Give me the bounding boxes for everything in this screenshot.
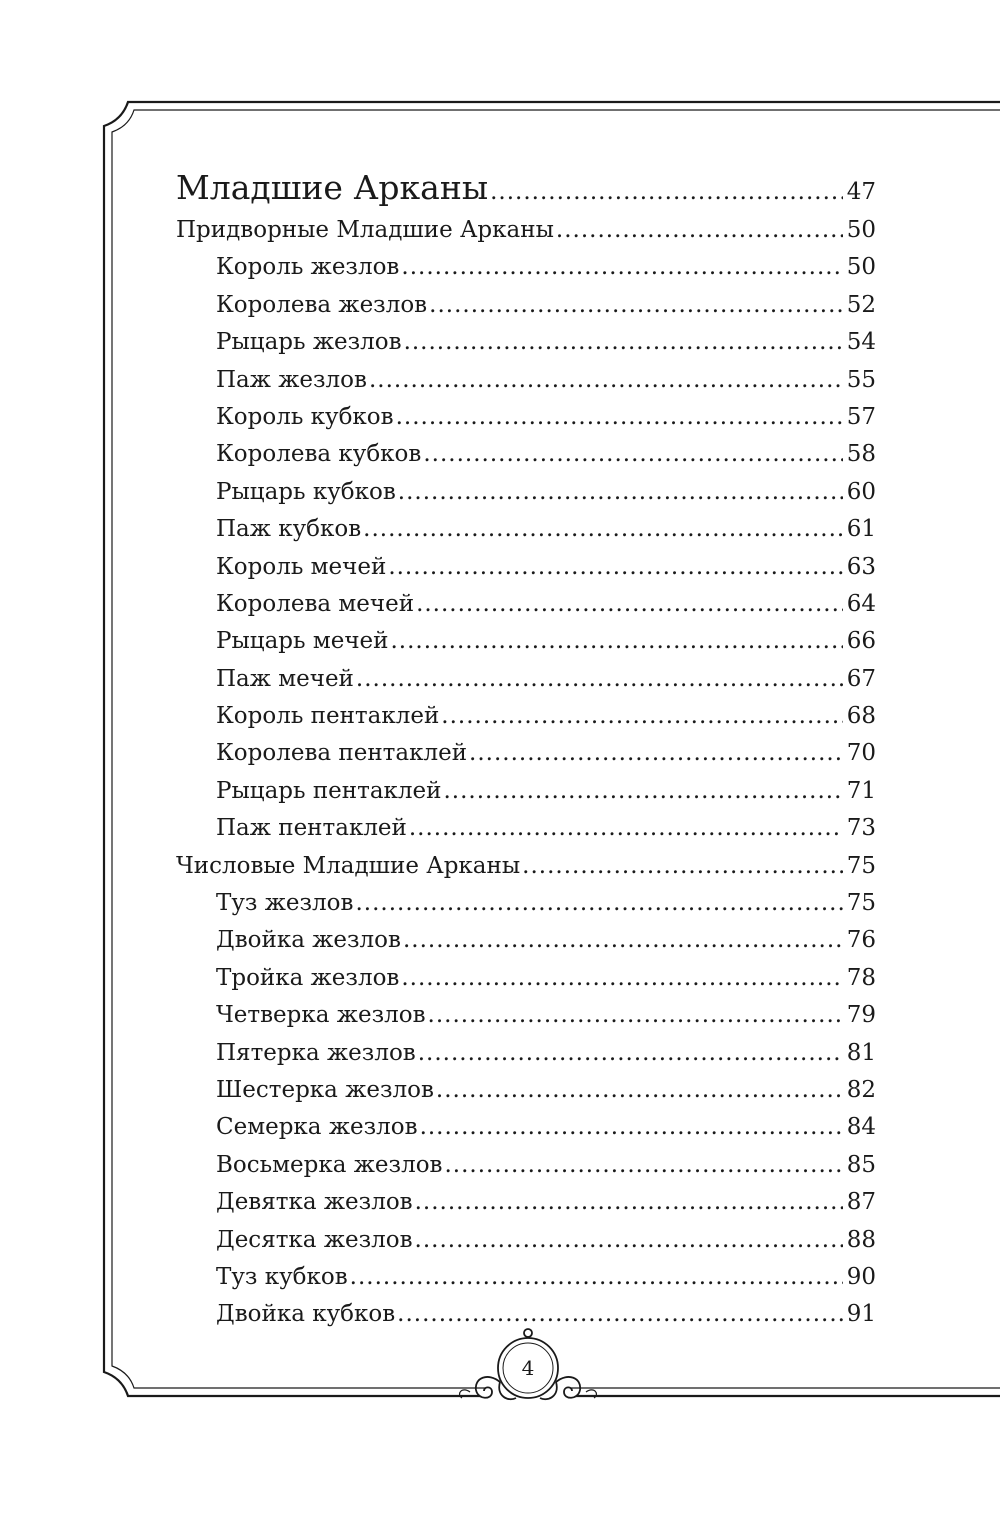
toc-entry: [176, 436, 876, 473]
toc-entry-page: 68: [846, 703, 876, 730]
dot-leader: [388, 549, 842, 586]
dot-leader: [423, 436, 842, 473]
toc-entry-title: Король кубков: [216, 403, 394, 430]
dot-leader: [445, 1147, 843, 1184]
toc-entry: [176, 922, 876, 959]
toc-entry-page: 90: [846, 1263, 876, 1290]
toc-entry-title: Двойка жезлов: [216, 927, 401, 954]
toc-entry: [176, 474, 876, 511]
toc-entry: [176, 1296, 876, 1333]
dot-leader: [363, 511, 843, 548]
toc-entry-page: 79: [846, 1002, 876, 1029]
toc-entry-page: 75: [846, 852, 876, 879]
toc-entry-page: 75: [846, 890, 876, 917]
toc-entry: [176, 399, 876, 436]
toc-entry-title: Король жезлов: [216, 254, 400, 281]
toc-entry-page: 85: [846, 1151, 876, 1178]
dot-leader: [441, 698, 842, 735]
toc-entry-title: Туз жезлов: [216, 890, 354, 917]
toc-entry-page: 82: [846, 1076, 876, 1103]
toc-entry-title: Семерка жезлов: [216, 1114, 418, 1141]
toc-entry: [176, 249, 876, 286]
toc-entry-title: Паж мечей: [216, 665, 354, 692]
toc-entry-page: 67: [846, 665, 876, 692]
toc-entry-title: Королева кубков: [216, 441, 422, 468]
dot-leader: [401, 960, 842, 997]
toc-entry-page: 91: [846, 1301, 876, 1328]
toc-entry-title: Четверка жезлов: [216, 1002, 426, 1029]
toc-entry-page: 55: [846, 366, 876, 393]
dot-leader: [429, 287, 843, 324]
dot-leader: [490, 172, 843, 212]
toc-entry: [176, 661, 876, 698]
dot-leader: [415, 1222, 843, 1259]
toc-entry-title: Паж кубков: [216, 516, 362, 543]
toc-entry-title: Паж жезлов: [216, 366, 367, 393]
toc-entry-title: Рыцарь мечей: [216, 628, 389, 655]
toc-entry: [176, 511, 876, 548]
toc-entry: [176, 549, 876, 586]
dot-leader: [418, 1035, 843, 1072]
dot-leader: [350, 1259, 843, 1296]
toc-entry-title: Тройка жезлов: [216, 964, 400, 991]
toc-entry: [176, 287, 876, 324]
dot-leader: [391, 623, 843, 660]
page-number-label: 4: [521, 1356, 535, 1380]
toc-entry-title: Туз кубков: [216, 1263, 348, 1290]
toc-entry-page: 50: [846, 217, 876, 243]
toc-entry-page: 64: [846, 590, 876, 617]
dot-leader: [355, 885, 842, 922]
toc-entry: [176, 698, 876, 735]
toc-entry-page: 61: [846, 516, 876, 543]
toc-entry: [176, 848, 876, 885]
toc-entry-page: 66: [846, 628, 876, 655]
toc-entry: [176, 1259, 876, 1296]
dot-leader: [522, 848, 843, 885]
dot-leader: [397, 1296, 843, 1333]
toc-entry: [176, 997, 876, 1034]
toc-entry: [176, 324, 876, 361]
table-of-contents: [176, 168, 876, 1334]
toc-entry-page: 73: [846, 815, 876, 842]
dot-leader: [420, 1109, 843, 1146]
toc-entry-title: Шестерка жезлов: [216, 1076, 434, 1103]
dot-leader: [396, 399, 843, 436]
dot-leader: [415, 1184, 843, 1221]
dot-leader: [409, 810, 843, 847]
toc-entry-page: 50: [846, 254, 876, 281]
toc-entry-page: 87: [846, 1189, 876, 1216]
toc-entry: [176, 168, 876, 212]
toc-entry: [176, 1035, 876, 1072]
toc-entry: [176, 212, 876, 249]
toc-entry-title: Рыцарь кубков: [216, 478, 396, 505]
dot-leader: [356, 661, 843, 698]
toc-entry: [176, 1222, 876, 1259]
toc-entry-title: Числовые Младшие Арканы: [176, 852, 521, 879]
toc-entry-page: 47: [846, 179, 876, 205]
toc-entry-page: 52: [846, 291, 876, 318]
toc-entry-title: Король мечей: [216, 553, 387, 580]
toc-entry-title: Двойка кубков: [216, 1301, 396, 1328]
toc-entry: [176, 362, 876, 399]
toc-entry: [176, 960, 876, 997]
toc-entry: [176, 586, 876, 623]
toc-entry: [176, 1184, 876, 1221]
dot-leader: [404, 324, 843, 361]
toc-entry-page: 57: [846, 403, 876, 430]
toc-entry-title: Рыцарь пентаклей: [216, 777, 442, 804]
dot-leader: [469, 735, 843, 772]
toc-entry: [176, 810, 876, 847]
toc-entry-page: 70: [846, 740, 876, 767]
dot-leader: [398, 474, 843, 511]
dot-leader: [443, 773, 842, 810]
toc-entry: [176, 773, 876, 810]
toc-entry-title: Паж пентаклей: [216, 815, 407, 842]
toc-entry-page: 54: [846, 329, 876, 356]
toc-entry-title: Девятка жезлов: [216, 1189, 413, 1216]
toc-entry: [176, 735, 876, 772]
toc-entry: [176, 1147, 876, 1184]
dot-leader: [401, 249, 842, 286]
toc-entry-page: 81: [846, 1039, 876, 1066]
toc-entry-page: 84: [846, 1114, 876, 1141]
toc-entry-page: 88: [846, 1226, 876, 1253]
toc-entry-page: 78: [846, 964, 876, 991]
dot-leader: [428, 997, 843, 1034]
toc-entry: [176, 885, 876, 922]
dot-leader: [436, 1072, 843, 1109]
toc-entry: [176, 623, 876, 660]
dot-leader: [416, 586, 843, 623]
toc-entry-title: Придворные Младшие Арканы: [176, 217, 554, 243]
toc-entry-title: Младшие Арканы: [176, 168, 489, 207]
toc-entry-title: Королева пентаклей: [216, 740, 468, 767]
toc-entry: [176, 1109, 876, 1146]
toc-entry-page: 76: [846, 927, 876, 954]
toc-entry-page: 58: [846, 441, 876, 468]
dot-leader: [403, 922, 843, 959]
toc-entry-page: 60: [846, 478, 876, 505]
toc-entry-title: Королева мечей: [216, 590, 415, 617]
toc-entry-page: 63: [846, 553, 876, 580]
toc-entry: [176, 1072, 876, 1109]
toc-entry-title: Пятерка жезлов: [216, 1039, 416, 1066]
dot-leader: [369, 362, 843, 399]
dot-leader: [556, 212, 843, 249]
toc-entry-title: Рыцарь жезлов: [216, 329, 402, 356]
toc-entry-title: Королева жезлов: [216, 291, 428, 318]
toc-entry-title: Восьмерка жезлов: [216, 1151, 443, 1178]
toc-entry-title: Десятка жезлов: [216, 1226, 413, 1253]
toc-entry-page: 71: [846, 777, 876, 804]
toc-entry-title: Король пентаклей: [216, 703, 440, 730]
